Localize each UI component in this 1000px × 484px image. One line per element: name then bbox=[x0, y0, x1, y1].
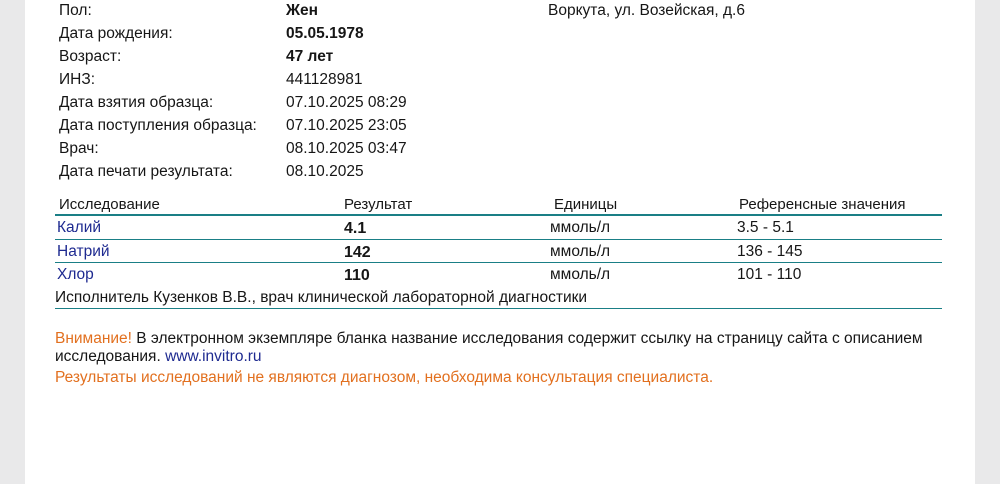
sex-label: Пол: bbox=[59, 2, 92, 19]
inz-label: ИНЗ: bbox=[59, 71, 96, 88]
table-bottom-divider bbox=[55, 308, 942, 309]
notice-line-2 bbox=[55, 347, 262, 367]
units-value: ммоль/л bbox=[550, 243, 611, 260]
test-name-link[interactable]: Хлор bbox=[57, 266, 94, 283]
notice-text-prefix: исследования. bbox=[55, 348, 166, 365]
test-name-link[interactable]: Калий bbox=[57, 219, 102, 236]
table-header-divider bbox=[55, 214, 942, 216]
disclaimer-text: Результаты исследований не являются диагнозом, необходима консультация специалиста. bbox=[55, 369, 714, 386]
age-value: 47 лет bbox=[286, 48, 334, 65]
reference-value: 101 - 110 bbox=[737, 266, 802, 283]
sex-value: Жен bbox=[286, 2, 318, 19]
sample-received-value: 07.10.2025 23:05 bbox=[286, 117, 407, 134]
print-date-label: Дата печати результата: bbox=[59, 163, 233, 180]
test-name-link[interactable]: Натрий bbox=[57, 243, 110, 260]
notice-line-1 bbox=[55, 329, 923, 349]
row-divider bbox=[55, 262, 942, 263]
column-header-reference: Референсные значения bbox=[739, 196, 906, 213]
sample-received-label: Дата поступления образца: bbox=[59, 117, 257, 134]
column-header-test: Исследование bbox=[59, 196, 160, 213]
lab-result-sheet bbox=[25, 0, 975, 484]
reference-value: 3.5 - 5.1 bbox=[737, 219, 794, 236]
attention-label: Внимание! bbox=[55, 330, 132, 347]
doctor-value: 08.10.2025 03:47 bbox=[286, 140, 407, 157]
invitro-link[interactable]: www.invitro.ru bbox=[165, 348, 262, 365]
inz-value: 441128981 bbox=[286, 71, 363, 88]
row-divider bbox=[55, 239, 942, 240]
patient-address: Воркута, ул. Возейская, д.6 bbox=[548, 2, 745, 19]
result-value: 4.1 bbox=[344, 220, 367, 237]
result-value: 142 bbox=[344, 244, 371, 261]
reference-value: 136 - 145 bbox=[737, 243, 803, 260]
dob-value: 05.05.1978 bbox=[286, 25, 364, 42]
notice-text: В электронном экземпляре бланка название исследования содержит ссылку на страницу сайта с описанием bbox=[131, 330, 923, 347]
result-value: 110 bbox=[344, 267, 370, 284]
sample-taken-value: 07.10.2025 08:29 bbox=[286, 94, 407, 111]
column-header-units: Единицы bbox=[554, 196, 618, 213]
doctor-label: Врач: bbox=[59, 140, 99, 157]
column-header-result: Результат bbox=[344, 196, 413, 213]
sample-taken-label: Дата взятия образца: bbox=[59, 94, 214, 111]
units-value: ммоль/л bbox=[550, 266, 611, 283]
print-date-value: 08.10.2025 bbox=[286, 163, 364, 180]
units-value: ммоль/л bbox=[550, 219, 611, 236]
age-label: Возраст: bbox=[59, 48, 122, 65]
performer-text: Исполнитель Кузенков В.В., врач клинической лабораторной диагностики bbox=[55, 289, 588, 306]
dob-label: Дата рождения: bbox=[59, 25, 173, 42]
